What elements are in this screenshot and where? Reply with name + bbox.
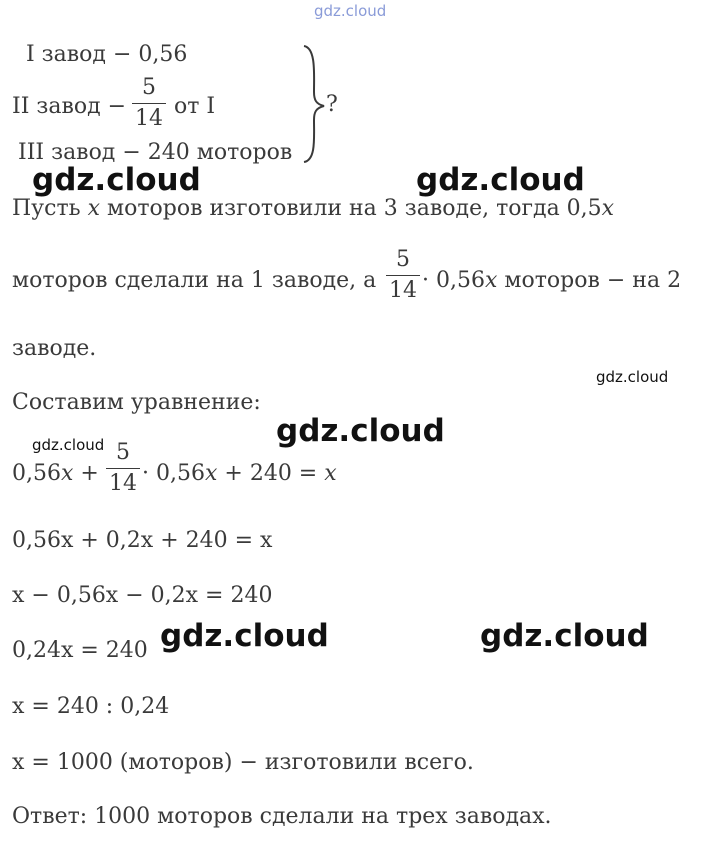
solution-fraction-denominator: 14 bbox=[389, 278, 417, 303]
solution-fraction bbox=[386, 248, 420, 303]
variable-x: x bbox=[484, 268, 498, 293]
given-line-2-prefix: II завод − bbox=[12, 94, 127, 119]
variable-x: x bbox=[60, 461, 74, 486]
equation-1-fraction bbox=[106, 441, 140, 496]
text-segment: моторов − на 2 bbox=[497, 268, 682, 293]
solution-line-2-suffix bbox=[422, 268, 681, 294]
equation-3: x − 0,56x − 0,2x = 240 bbox=[12, 583, 273, 608]
watermark-top: gdz.cloud bbox=[314, 2, 387, 20]
given-fraction-numerator: 5 bbox=[142, 75, 156, 100]
given-line-3: III завод − 240 моторов bbox=[18, 140, 293, 165]
equation-6: x = 1000 (моторов) − изготовили всего. bbox=[12, 750, 474, 775]
text-segment: Пусть bbox=[12, 196, 88, 221]
watermark-4: gdz.cloud bbox=[160, 618, 329, 654]
solution-line-1 bbox=[12, 196, 614, 222]
solution-line-3: заводе. bbox=[12, 336, 97, 361]
equation-fraction-bar bbox=[106, 468, 140, 469]
variable-x: x bbox=[87, 196, 101, 221]
equation-fraction-numerator: 5 bbox=[116, 440, 130, 465]
variable-x: x bbox=[324, 461, 337, 486]
watermark-1: gdz.cloud bbox=[32, 162, 201, 198]
given-fraction-bar bbox=[132, 103, 166, 104]
watermark-small-1: gdz.cloud bbox=[596, 368, 669, 386]
solution-fraction-numerator: 5 bbox=[396, 247, 410, 272]
given-line-1: I завод − 0,56 bbox=[26, 42, 188, 67]
question-mark: ? bbox=[326, 92, 338, 117]
watermark-small-2: gdz.cloud bbox=[32, 436, 105, 454]
text-segment: · 0,56 bbox=[422, 268, 485, 293]
equation-fraction-denominator: 14 bbox=[109, 471, 137, 496]
equation-4: 0,24x = 240 bbox=[12, 638, 148, 663]
watermark-5: gdz.cloud bbox=[480, 618, 649, 654]
text-segment: + bbox=[73, 461, 99, 486]
make-equation-label: Составим уравнение: bbox=[12, 390, 261, 415]
given-fraction-denominator: 14 bbox=[135, 106, 163, 131]
watermark-3: gdz.cloud bbox=[276, 413, 445, 449]
solution-fraction-bar bbox=[386, 275, 420, 276]
given-line-2-suffix: от I bbox=[174, 94, 216, 119]
text-segment: 0,56 bbox=[12, 461, 61, 486]
equation-2: 0,56x + 0,2x + 240 = x bbox=[12, 528, 273, 553]
equation-1-left bbox=[12, 461, 99, 487]
variable-x: x bbox=[601, 196, 615, 221]
text-segment: моторов изготовили на 3 заводе, тогда 0,5 bbox=[100, 196, 602, 221]
answer-line: Ответ: 1000 моторов сделали на трех заводах. bbox=[12, 804, 552, 829]
text-segment: + 240 = bbox=[217, 461, 325, 486]
solution-line-2-prefix: моторов сделали на 1 заводе, а bbox=[12, 268, 377, 293]
given-fraction bbox=[132, 76, 166, 131]
text-segment: · 0,56 bbox=[142, 461, 205, 486]
watermark-2: gdz.cloud bbox=[416, 162, 585, 198]
variable-x: x bbox=[204, 461, 218, 486]
equation-5: x = 240 : 0,24 bbox=[12, 694, 170, 719]
equation-1-right bbox=[142, 461, 337, 487]
